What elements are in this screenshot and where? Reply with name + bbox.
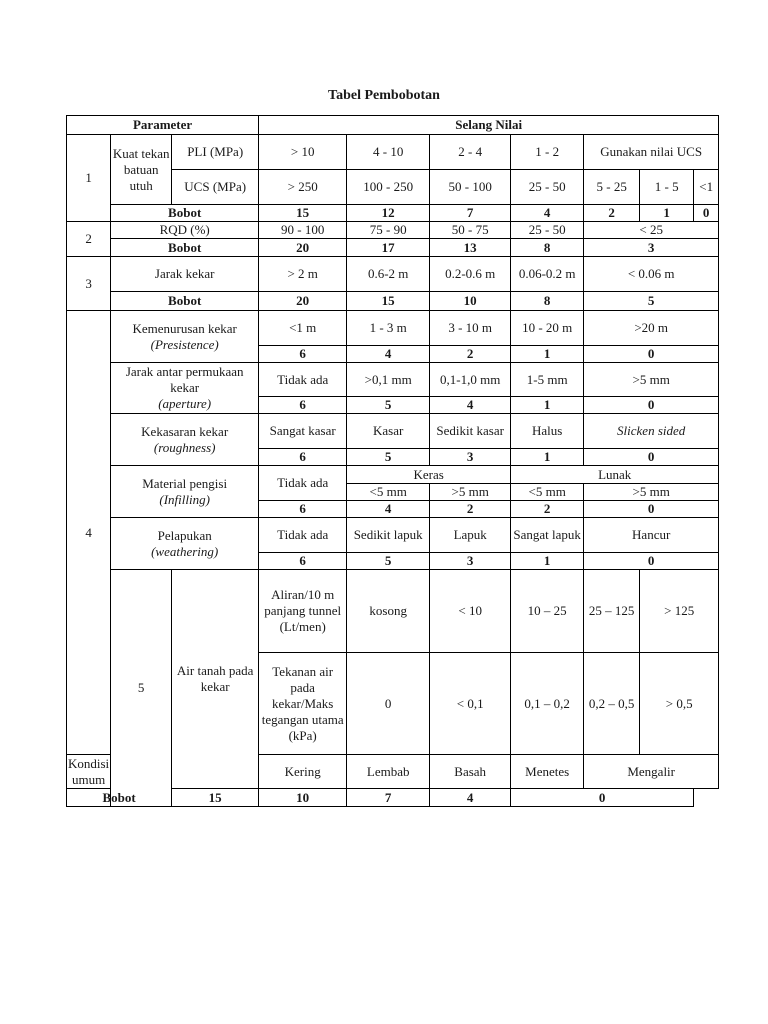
param-name-en: (Infilling) <box>159 491 210 507</box>
bobot-cell: 15 <box>347 292 430 311</box>
value-cell: Sangat lapuk <box>511 518 584 553</box>
value-cell: Mengalir <box>584 755 719 789</box>
value-cell: 10 - 20 m <box>511 311 584 346</box>
value-cell: < 10 <box>430 570 511 653</box>
bobot-cell: 4 <box>347 501 430 518</box>
param-name <box>111 311 259 363</box>
bobot-row <box>67 292 719 311</box>
table-row <box>67 311 719 346</box>
value-cell: > 10 <box>259 135 347 170</box>
value-cell: 4 - 10 <box>347 135 430 170</box>
param-name <box>111 414 259 466</box>
value-cell: 0.06-0.2 m <box>511 257 584 292</box>
bobot-cell: 8 <box>511 292 584 311</box>
value-cell: Kasar <box>347 414 430 449</box>
value-cell: 0.6-2 m <box>347 257 430 292</box>
bobot-cell: 4 <box>511 205 584 222</box>
bobot-cell: 0 <box>511 789 694 807</box>
bobot-cell: 6 <box>259 346 347 363</box>
param-name-en: (aperture) <box>158 396 212 411</box>
bobot-cell: 1 <box>511 346 584 363</box>
range-header: Selang Nilai <box>259 116 719 135</box>
value-cell: > 0,5 <box>640 653 719 755</box>
bobot-cell: 4 <box>430 397 511 414</box>
bobot-label: Bobot <box>67 789 172 807</box>
bobot-cell: 6 <box>259 449 347 466</box>
bobot-cell: 20 <box>259 239 347 257</box>
table-row <box>67 466 719 484</box>
param-name-en: (weathering) <box>151 543 219 559</box>
param-name-id: Material pengisi <box>142 475 228 491</box>
bobot-cell: 5 <box>347 553 430 570</box>
bobot-cell: 6 <box>259 553 347 570</box>
value-cell: 0,1 – 0,2 <box>511 653 584 755</box>
bobot-cell: 2 <box>430 501 511 518</box>
value-cell: > 125 <box>640 570 719 653</box>
value-cell: Lembab <box>347 755 430 789</box>
value-cell: Lapuk <box>430 518 511 553</box>
sub-param-label: UCS (MPa) <box>172 170 259 205</box>
table-row <box>67 414 719 449</box>
value-cell: Tidak ada <box>259 363 347 397</box>
bobot-cell: 7 <box>430 205 511 222</box>
bobot-cell: 2 <box>511 501 584 518</box>
value-cell: 5 - 25 <box>584 170 640 205</box>
value-cell: Sangat kasar <box>259 414 347 449</box>
bobot-cell: 17 <box>347 239 430 257</box>
value-cell: 3 - 10 m <box>430 311 511 346</box>
bobot-row <box>67 205 719 222</box>
param-name: Kuat tekan batuan utuh <box>111 135 172 205</box>
bobot-cell: 4 <box>430 789 511 807</box>
bobot-cell: 10 <box>259 789 347 807</box>
param-name-id: Pelapukan <box>157 527 212 543</box>
value-cell: Sedikit kasar <box>430 414 511 449</box>
value-cell: 1-5 mm <box>511 363 584 397</box>
parameter-header: Parameter <box>67 116 259 135</box>
value-cell: 50 - 100 <box>430 170 511 205</box>
table-row <box>67 222 719 239</box>
value-cell: <1 m <box>259 311 347 346</box>
table-title: Tabel Pembobotan <box>328 88 440 103</box>
value-cell: 0.2-0.6 m <box>430 257 511 292</box>
value-cell: 25 - 50 <box>511 170 584 205</box>
bobot-cell: 1 <box>511 449 584 466</box>
bobot-cell: 13 <box>430 239 511 257</box>
bobot-cell: 0 <box>694 205 719 222</box>
bobot-cell: 1 <box>511 553 584 570</box>
value-cell: >20 m <box>584 311 719 346</box>
value-cell: < 0.06 m <box>584 257 719 292</box>
bobot-cell: 3 <box>430 553 511 570</box>
bobot-cell: 4 <box>347 346 430 363</box>
param-name <box>111 518 259 570</box>
bobot-cell: 0 <box>584 397 719 414</box>
value-cell: 100 - 250 <box>347 170 430 205</box>
bobot-cell: 1 <box>511 397 584 414</box>
param-number: 2 <box>67 222 111 257</box>
bobot-label: Bobot <box>111 239 259 257</box>
bobot-cell: 20 <box>259 292 347 311</box>
bobot-cell: 0 <box>584 501 719 518</box>
value-cell: 10 – 25 <box>511 570 584 653</box>
value-cell: < 25 <box>584 222 719 239</box>
bobot-label: Bobot <box>111 292 259 311</box>
value-cell: 75 - 90 <box>347 222 430 239</box>
bobot-cell: 6 <box>259 501 347 518</box>
value-cell: Hancur <box>584 518 719 553</box>
value-cell: <1 <box>694 170 719 205</box>
bobot-cell: 2 <box>430 346 511 363</box>
bobot-label: Bobot <box>111 205 259 222</box>
bobot-cell: 7 <box>347 789 430 807</box>
bobot-cell: 10 <box>430 292 511 311</box>
bobot-cell: 0 <box>584 553 719 570</box>
value-cell: 0,2 – 0,5 <box>584 653 640 755</box>
table-row <box>67 363 719 397</box>
value-cell: 25 - 50 <box>511 222 584 239</box>
value-cell: 0 <box>347 653 430 755</box>
table-row <box>67 257 719 292</box>
param-number: 3 <box>67 257 111 311</box>
param-name <box>111 363 259 414</box>
value-cell: >5 mm <box>584 363 719 397</box>
bobot-row <box>67 789 719 807</box>
value-cell: 2 - 4 <box>430 135 511 170</box>
value-cell: 25 – 125 <box>584 570 640 653</box>
group-label-hard: Keras <box>347 466 511 484</box>
value-cell: <5 mm <box>511 484 584 501</box>
bobot-cell: 6 <box>259 397 347 414</box>
value-cell: 1 - 3 m <box>347 311 430 346</box>
value-cell: 0,1-1,0 mm <box>430 363 511 397</box>
param-number: 1 <box>67 135 111 222</box>
bobot-cell: 15 <box>172 789 259 807</box>
value-cell: >5 mm <box>584 484 719 501</box>
bobot-cell: 2 <box>584 205 640 222</box>
sub-param-label: Aliran/10 m panjang tunnel (Lt/men) <box>259 570 347 653</box>
param-name <box>111 466 259 518</box>
table-row <box>67 570 719 653</box>
value-cell: Kering <box>259 755 347 789</box>
sub-param-label: PLI (MPa) <box>172 135 259 170</box>
bobot-cell: 5 <box>584 292 719 311</box>
bobot-cell: 3 <box>584 239 719 257</box>
value-cell: 1 - 2 <box>511 135 584 170</box>
value-cell: Sedikit lapuk <box>347 518 430 553</box>
value-cell: Slicken sided <box>584 414 719 449</box>
value-cell: <5 mm <box>347 484 430 501</box>
value-cell: >5 mm <box>430 484 511 501</box>
param-name-id: Kekasaran kekar <box>141 423 229 439</box>
param-name-en: (Presistence) <box>150 336 219 352</box>
value-cell: 50 - 75 <box>430 222 511 239</box>
sub-param-label: Kondisi umum <box>68 755 110 787</box>
sub-param-label: Tekanan air pada kekar/Maks tegangan utama (kPa) <box>259 653 347 755</box>
bobot-cell: 0 <box>584 346 719 363</box>
value-cell: Tidak ada <box>259 466 347 501</box>
group-label-soft: Lunak <box>511 466 719 484</box>
value-cell: >0,1 mm <box>347 363 430 397</box>
param-name-en: (roughness) <box>153 439 216 455</box>
value-cell: Halus <box>511 414 584 449</box>
value-cell: 90 - 100 <box>259 222 347 239</box>
table-row <box>67 135 719 170</box>
value-cell: > 2 m <box>259 257 347 292</box>
param-number: 4 <box>67 311 111 755</box>
bobot-cell: 8 <box>511 239 584 257</box>
note-cell: Gunakan nilai UCS <box>584 135 719 170</box>
bobot-cell: 3 <box>430 449 511 466</box>
param-number: 5 <box>111 570 172 807</box>
value-cell: < 0,1 <box>430 653 511 755</box>
value-cell: kosong <box>347 570 430 653</box>
param-name: RQD (%) <box>111 222 259 239</box>
value-cell: 1 - 5 <box>640 170 694 205</box>
value-cell: Tidak ada <box>259 518 347 553</box>
bobot-cell: 5 <box>347 397 430 414</box>
rating-table <box>66 115 719 807</box>
bobot-cell: 1 <box>640 205 694 222</box>
bobot-cell: 5 <box>347 449 430 466</box>
param-name-id: Jarak antar permukaan kekar <box>125 364 244 395</box>
table-row <box>67 518 719 553</box>
value-cell: > 250 <box>259 170 347 205</box>
param-name: Jarak kekar <box>111 257 259 292</box>
bobot-cell: 12 <box>347 205 430 222</box>
header-row <box>67 116 719 135</box>
param-name: Air tanah pada kekar <box>172 570 259 789</box>
bobot-cell: 15 <box>259 205 347 222</box>
value-cell: Menetes <box>511 755 584 789</box>
param-name-id: Kemenurusan kekar <box>132 320 237 336</box>
bobot-cell: 0 <box>584 449 719 466</box>
bobot-row <box>67 239 719 257</box>
value-cell: Basah <box>430 755 511 789</box>
